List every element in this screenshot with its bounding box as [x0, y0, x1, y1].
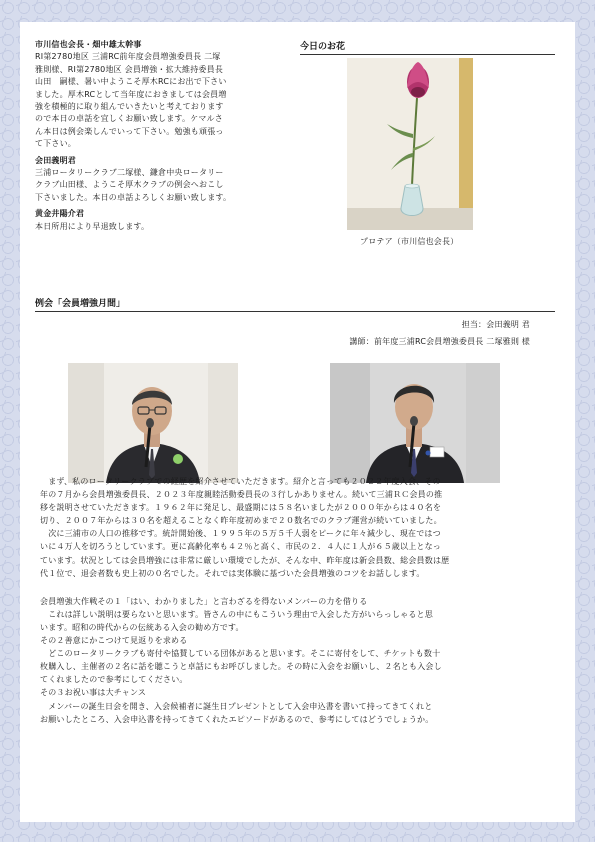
lecturer-speaker-illustration	[330, 363, 500, 483]
body-line: 切り、２００７年からは３０名を超えることなく昨年度初めまで２０数名でのクラブ運営が続いていました。	[40, 516, 442, 526]
greeting-line: クラブ山田様、ようこそ厚木クラブの例会へおこし	[35, 180, 224, 190]
greeting-line: 強を積極的に取り組んでいきたいと考えております	[35, 102, 224, 112]
strategy-heading: その２善意にかこつけて見返りを求める	[40, 636, 188, 646]
body-line: ています。状況としては会員増強には非常に厳しい環境でしたが、そんな中、昨年度は新会員数、総会員数は歴	[40, 555, 450, 565]
greeting-line: 本日所用により早退致します。	[35, 221, 150, 231]
greeting-line: RI第2780地区 三浦RC前年度会員増強委員長 二塚	[35, 52, 221, 62]
body-line: これは詳しい説明は要らないと思います。皆さんの中にもこういう理由で入会した方がいらっしゃると思	[40, 609, 433, 619]
body-line: 次に三浦市の人口の推移です。統計開始後、１９９５年の５万５千人弱をピークに年々減少し、現在ではつ	[40, 529, 441, 539]
greeting-line: 雅則様、RI第2780地区 会員増強・拡大維持委員長	[35, 64, 224, 74]
body-line: 年の７月から会員増強委員長、２０２３年度親睦活動委員長の３行しかありません。続いて三浦ＲＣ会員の推	[40, 490, 443, 500]
body-line: 移を説明させていただきます。１９６２年に発足し、最盛期には５８名いましたが２０００年からは４０名を	[40, 503, 442, 513]
strategy-heading: その３お祝い事は大チャンス	[40, 688, 147, 698]
greeting-line: て下さい。	[35, 139, 76, 149]
greeting-line: 山田 嗣様、暑い中ようこそ厚木RCにお出で下さい	[35, 77, 227, 87]
greeting-line: ので本日の卓話を宜しくお願い致します。ケマルさ	[35, 114, 223, 124]
greetings-column	[35, 39, 285, 233]
body-line: メンバーの誕生日会を開き、入会候補者に誕生日プレゼントとして入会申込書を書いて持ってきてくれと	[40, 701, 433, 711]
lecturer-photo	[330, 363, 500, 483]
lecture-body	[40, 475, 560, 726]
body-line: どこのロータリークラブも寄付や協賛している団体があると思います。そこに寄付をして、チケットも数十	[40, 649, 441, 659]
meeting-lecturer: 講師：前年度三浦RC会員増強委員長 二塚雅則 様	[349, 337, 530, 346]
greeting-heading: 黄金井陽介君	[35, 209, 85, 219]
greeting-line: 三浦ロータリークラブ二塚様、鎌倉中央ロータリー	[35, 168, 224, 178]
meeting-host: 担当：会田義明 君	[461, 320, 530, 329]
flower-photo	[347, 58, 473, 230]
flower-section-heading: 今日のお花	[300, 39, 555, 55]
greeting-line: ました。厚木RCとして当年度におきましては会員増	[35, 89, 227, 99]
body-line: まず、私のロータリークラブでの経歴を紹介させていただきます。紹介と言っても２０２２年度入会、その	[40, 477, 441, 486]
body-line: 代１位で、退会者数も史上初の０名でした。それでは実体験に基づいた会員増強のコツをお話しします。	[40, 568, 425, 578]
body-gap	[40, 580, 560, 595]
host-speaker-illustration	[68, 363, 238, 483]
body-line: います。昭和の時代からの伝統ある入会の勧め方です。	[40, 622, 244, 632]
body-line: お願いしたところ、入会申込書を持ってきてくれたエピソードがあるので、参考にしてはどうでしょうか。	[40, 714, 434, 724]
meeting-section-heading: 例会「会員増強月間」	[35, 296, 555, 312]
flower-caption: プロテア（市川信也会長）	[360, 237, 459, 246]
strategy-heading: 会員増強大作戦その１「はい、わかりました」と言わざるを得ないメンバーの力を借りる	[40, 596, 368, 606]
greeting-heading: 会田義明君	[35, 155, 76, 165]
greeting-line: 下さいました。本日の卓話よろしくお願い致します。	[35, 192, 232, 202]
greeting-heading: 市川信也会長・畑中雄太幹事	[35, 40, 142, 49]
body-line: いに４万人を切ろうとしています。更に高齢化率も４２％と高く、市民の２．４人に１人が６５歳以上となっ	[40, 542, 441, 552]
protea-illustration	[347, 58, 473, 230]
host-photo	[68, 363, 238, 483]
body-line: 枚購入し、主催者の２名に話を聴こうと卓話にもお呼びしました。その時に入会をお願いし、２名とも入会し	[40, 662, 442, 672]
body-line: てくれましたので参考にしてください。	[40, 675, 188, 685]
greeting-line: ん本日は例会楽しんでいって下さい。勉強も頑張っ	[35, 126, 224, 136]
